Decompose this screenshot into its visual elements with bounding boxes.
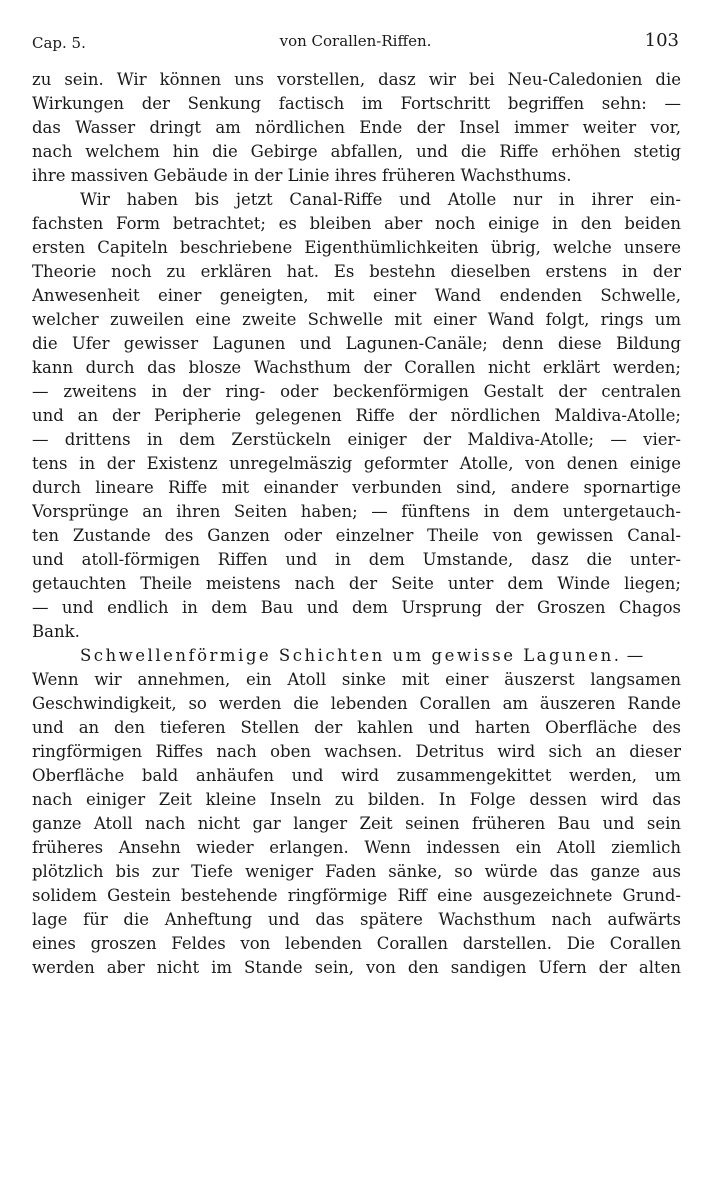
text-line: ganze Atoll nach nicht gar langer Zeit seinen früheren Bau und sein (32, 814, 681, 833)
page-number: 103 (644, 30, 679, 51)
text-line: eines groszen Feldes von lebenden Corallen darstellen. Die Corallen (32, 934, 681, 953)
text-line: zu sein. Wir können uns vorstellen, dasz wir bei Neu-Caledonien die (32, 70, 681, 89)
text-line: durch lineare Riffe mit einander verbunden sind, andere spornartige (32, 478, 681, 497)
text-line: — zweitens in der ring- oder beckenförmigen Gestalt der centralen (32, 382, 681, 401)
text-line: Anwesenheit einer geneigten, mit einer Wand endenden Schwelle, (32, 286, 681, 305)
text-line: ersten Capiteln beschriebene Eigenthümlichkeiten übrig, welche unsere (32, 238, 681, 257)
section-heading-dash: — (621, 646, 644, 665)
text-line: solidem Gestein bestehende ringförmige Riff eine ausgezeichnete Grund- (32, 886, 681, 905)
text-line: tens in der Existenz unregelmäszig geformter Atolle, von denen einige (32, 454, 681, 473)
text-line: Vorsprünge an ihren Seiten haben; — fünftens in dem untergetauch- (32, 502, 681, 521)
text-line: und an den tieferen Stellen der kahlen und harten Oberfläche des (32, 718, 681, 737)
text-line: Wenn wir annehmen, ein Atoll sinke mit einer äuszerst langsamen (32, 670, 681, 689)
text-line: welcher zuweilen eine zweite Schwelle mit einer Wand folgt, rings um (32, 310, 681, 329)
text-line: kann durch das blosze Wachsthum der Corallen nicht erklärt werden; (32, 358, 681, 377)
text-line: ten Zustande des Ganzen oder einzelner Theile von gewissen Canal- (32, 526, 681, 545)
paragraph-1 (32, 68, 681, 188)
text-line: die Ufer gewisser Lagunen und Lagunen-Canäle; denn diese Bildung (32, 334, 681, 353)
text-line: Wir haben bis jetzt Canal-Riffe und Atolle nur in ihrer ein- (80, 190, 681, 209)
text-line: fachsten Form betrachtet; es bleiben aber noch einige in den beiden (32, 214, 681, 233)
text-line: — drittens in dem Zerstückeln einiger der Maldiva-Atolle; — vier- (32, 430, 681, 449)
text-line: Theorie noch zu erklären hat. Es bestehn dieselben erstens in der (32, 262, 681, 281)
text-line: Wirkungen der Senkung factisch im Fortschritt begriffen sehn: — (32, 94, 681, 113)
body-text (32, 68, 681, 980)
text-line: nach einiger Zeit kleine Inseln zu bilden. In Folge dessen wird das (32, 790, 681, 809)
text-line: Geschwindigkeit, so werden die lebenden Corallen am äuszeren Rande (32, 694, 681, 713)
text-line: und atoll-förmigen Riffen und in dem Umstande, dasz die unter- (32, 550, 681, 569)
text-line: und an der Peripherie gelegenen Riffe der nördlichen Maldiva-Atolle; (32, 406, 681, 425)
paragraph-2 (32, 188, 681, 644)
text-line: ringförmigen Riffes nach oben wachsen. Detritus wird sich an dieser (32, 742, 681, 761)
text-line: getauchten Theile meistens nach der Seite unter dem Winde liegen; (32, 574, 681, 593)
text-line: Oberfläche bald anhäufen und wird zusammengekittet werden, um (32, 766, 681, 785)
section-heading: Schwellenförmige Schichten um gewisse Lagunen. (80, 646, 622, 665)
text-line: lage für die Anheftung und das spätere Wachsthum nach aufwärts (32, 910, 681, 929)
text-line: werden aber nicht im Stande sein, von den sandigen Ufern der alten (32, 958, 681, 977)
section-heading-line (32, 644, 681, 668)
text-line: nach welchem hin die Gebirge abfallen, und die Riffe erhöhen stetig (32, 142, 681, 161)
text-line: plötzlich bis zur Tiefe weniger Faden sänke, so würde das ganze aus (32, 862, 681, 881)
paragraph-3 (32, 644, 681, 980)
running-title: von Corallen-Riffen. (279, 32, 432, 50)
text-line: das Wasser dringt am nördlichen Ende der Insel immer weiter vor, (32, 118, 681, 137)
text-line: ihre massiven Gebäude in der Linie ihres früheren Wachsthums. (32, 166, 572, 185)
page-header (32, 30, 679, 56)
text-line: früheres Ansehn wieder erlangen. Wenn indessen ein Atoll ziemlich (32, 838, 681, 857)
text-line: Bank. (32, 622, 80, 641)
text-line: — und endlich in dem Bau und dem Ursprung der Groszen Chagos (32, 598, 681, 617)
chapter-label: Cap. 5. (32, 34, 86, 52)
